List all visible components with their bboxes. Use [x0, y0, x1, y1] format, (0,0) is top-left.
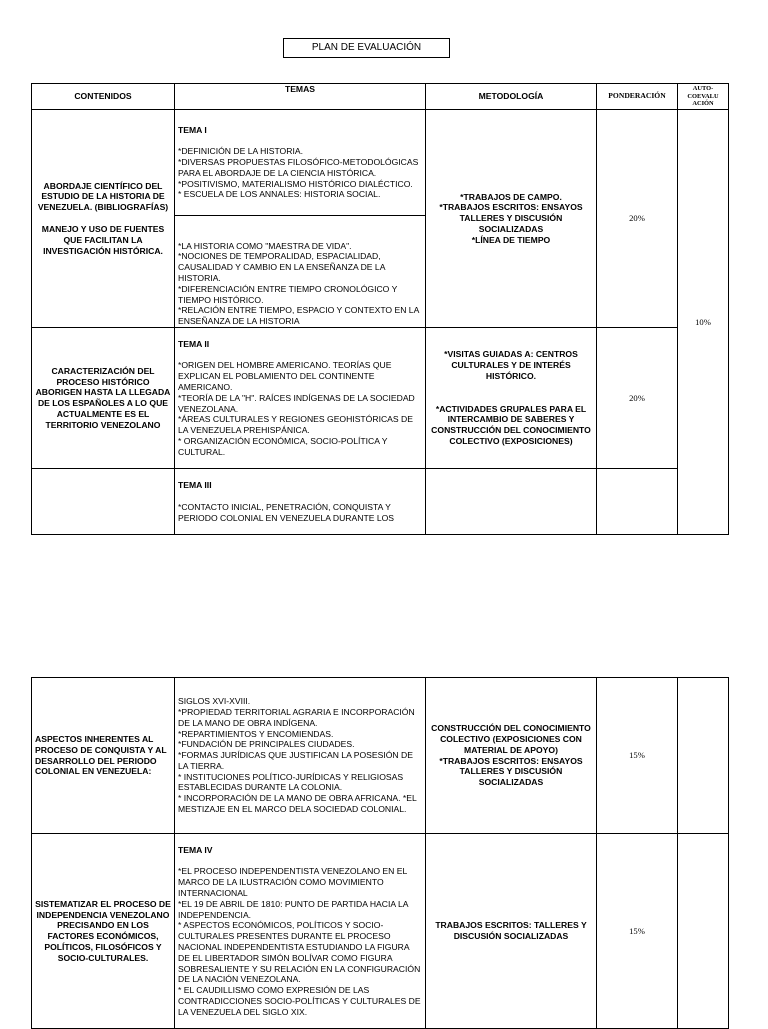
auto-coevaluacion-cell: 10% [678, 110, 729, 535]
table-row [32, 469, 729, 535]
tema-text: *ORIGEN DEL HOMBRE AMERICANO. TEORÍAS QUE EXPLICAN EL POBLAMIENTO DEL CONTINENTE AMERICANO. *TEORÍA DE LA "H". RAÍCES INDÍGENAS DE LA SOCIEDAD VENEZOLANA. *ÁREAS CULTURALES Y REGIONES GEOHISTÓRICAS DE LA VENEZUELA PREHISPÁNICA. * ORGANIZACIÓN ECONÓMICA, SOCIO-POLÍTICA Y CULTURAL. [178, 360, 415, 457]
table-row [32, 110, 729, 216]
ponderacion-cell: 20% [597, 110, 678, 328]
header-metodologia: METODOLOGÍA [426, 84, 597, 110]
tema-text: *EL PROCESO INDEPENDENTISTA VENEZOLANO EN EL MARCO DE LA ILUSTRACIÓN COMO MOVIMIENTO INTERNACIONAL *EL 19 DE ABRIL DE 1810: PUNTO DE PARTIDA HACIA LA INDEPENDENCIA. * ASPECTOS ECONÓMICOS, POLÍTICOS Y SOCIO-CULTURALES PRESENTES DURANTE EL PROCESO NACIONAL INDEPENDENTISTA ESTUDIANDO LA FIGURA DE EL LIBERTADOR SIMÓN BOLÍVAR COMO FIGURA SOBRESALIENTE Y SU RELACIÓN EN LA CONFIGURACIÓN DE LA NACIÓN VENEZOLANA. * EL CAUDILLISMO COMO EXPRESIÓN DE LAS CONTRADICCIONES SOCIO-POLÍTICAS Y CULTURALES DE LA VENEZUELA DEL SIGLO XIX. [178, 866, 421, 1017]
tema-cell: SIGLOS XVI-XVIII. *PROPIEDAD TERRITORIAL AGRARIA E INCORPORACIÓN DE LA MANO DE OBRA INDÍGENA. *REPARTIMIENTOS Y ENCOMIENDAS. *FUNDACIÓN DE PRINCIPALES CIUDADES. *FORMAS JURÍDICAS QUE JUSTIFICAN LA POSESIÓN DE LA TIERRA. * INSTITUCIONES POLÍTICO-JURÍDICAS Y RELIGIOSAS ESTABLECIDAS DURANTE LA COLONIA. * INCORPORACIÓN DE LA MANO DE OBRA AFRICANA. *EL MESTIZAJE EN EL MARCO DELA SOCIEDAD COLONIAL. [175, 678, 426, 834]
tema-text: *CONTACTO INICIAL, PENETRACIÓN, CONQUISTA Y PERIODO COLONIAL EN VENEZUELA DURANTE LOS [178, 501, 395, 523]
metodologia-cell-empty [426, 469, 597, 535]
tema-title: TEMA IV [178, 844, 213, 855]
tema-cell [175, 469, 426, 535]
page-title: PLAN DE EVALUACIÓN [283, 38, 450, 58]
tema-cell [175, 110, 426, 216]
tema-cell [175, 834, 426, 1029]
metodologia-cell: TRABAJOS ESCRITOS: TALLERES Y DISCUSIÓN SOCIALIZADAS [426, 834, 597, 1029]
contenido-cell-empty [32, 469, 175, 535]
contenido-cell: ASPECTOS INHERENTES AL PROCESO DE CONQUISTA Y AL DESARROLLO DEL PERIODO COLONIAL EN VENEZUELA: [32, 678, 175, 834]
table-row [32, 328, 729, 469]
header-auto-coevaluacion: AUTO- COEVALU ACIÓN [678, 84, 729, 110]
ponderacion-cell: 15% [597, 834, 678, 1029]
ponderacion-cell-empty [597, 469, 678, 535]
header-contenidos: CONTENIDOS [32, 84, 175, 110]
table-row [32, 678, 729, 834]
contenido-cell [32, 110, 175, 328]
contenido-cell: SISTEMATIZAR EL PROCESO DE INDEPENDENCIA VENEZOLANO PRECISANDO EN LOS FACTORES ECONÓMICOS, POLÍTICOS, FILOSÓFICOS Y SOCIO-CULTURALES. [32, 834, 175, 1029]
tema-cell: *LA HISTORIA COMO "MAESTRA DE VIDA". *NOCIONES DE TEMPORALIDAD, ESPACIALIDAD, CAUSALIDAD Y CAMBIO EN LA ENSEÑANZA DE LA HISTORIA. *DIFERENCIACIÓN ENTRE TIEMPO CRONOLÓGICO Y TIEMPO HISTÓRICO. *RELACIÓN ENTRE TIEMPO, ESPACIO Y CONTEXTO EN LA ENSEÑANZA DE LA HISTORIA [175, 216, 426, 328]
tema-title: TEMA III [178, 480, 212, 491]
evaluation-table-page-2 [31, 677, 729, 1029]
tema-cell [175, 328, 426, 469]
metodologia-text: *VISITAS GUIADAS A: CENTROS CULTURALES Y DE INTERÉS HISTÓRICO. [444, 349, 578, 382]
tema-title: TEMA I [178, 124, 207, 135]
table-row [32, 834, 729, 1029]
auto-coevaluacion-cell-empty [678, 834, 729, 1029]
contenido-cell: CARACTERIZACIÓN DEL PROCESO HISTÓRICO ABORIGEN HASTA LA LLEGADA DE LOS ESPAÑOLES A LO QUE ACTUALMENTE ES EL TERRITORIO VENEZOLANO [32, 328, 175, 469]
tema-title: TEMA II [178, 338, 210, 349]
metodologia-cell: *TRABAJOS DE CAMPO. *TRABAJOS ESCRITOS: ENSAYOS TALLERES Y DISCUSIÓN SOCIALIZADAS *LÍNEA DE TIEMPO [426, 110, 597, 328]
table-header-row [32, 84, 729, 110]
contenido-text: MANEJO Y USO DE FUENTES QUE FACILITAN LA INVESTIGACIÓN HISTÓRICA. [41, 224, 165, 256]
metodologia-cell: CONSTRUCCIÓN DEL CONOCIMIENTO COLECTIVO (EXPOSICIONES CON MATERIAL DE APOYO) *TRABAJOS ESCRITOS: ENSAYOS TALLERES Y DISCUSIÓN SOCIALIZADAS [426, 678, 597, 834]
evaluation-table-page-1 [31, 83, 729, 535]
header-ponderacion: PONDERACIÓN [597, 84, 678, 110]
contenido-text: ABORDAJE CIENTÍFICO DEL ESTUDIO DE LA HISTORIA DE VENEZUELA. (BIBLIOGRAFÍAS) [37, 180, 169, 213]
metodologia-cell [426, 328, 597, 469]
ponderacion-cell: 15% [597, 678, 678, 834]
ponderacion-cell: 20% [597, 328, 678, 469]
auto-coevaluacion-cell-empty [678, 678, 729, 834]
metodologia-text: *ACTIVIDADES GRUPALES PARA EL INTERCAMBIO DE SABERES Y CONSTRUCCIÓN DEL CONOCIMIENTO COLECTIVO (EXPOSICIONES) [431, 403, 591, 447]
tema-text: *DEFINICIÓN DE LA HISTORIA. *DIVERSAS PROPUESTAS FILOSÓFICO-METODOLÓGICAS PARA EL ABORDAJE DE LA CIENCIA HISTÓRICA. *POSITIVISMO, MATERIALISMO HISTÓRICO DIALÉCTICO. * ESCUELA DE LOS ANNALES: HISTORIA SOCIAL. [178, 146, 419, 200]
header-temas: TEMAS [175, 84, 426, 110]
